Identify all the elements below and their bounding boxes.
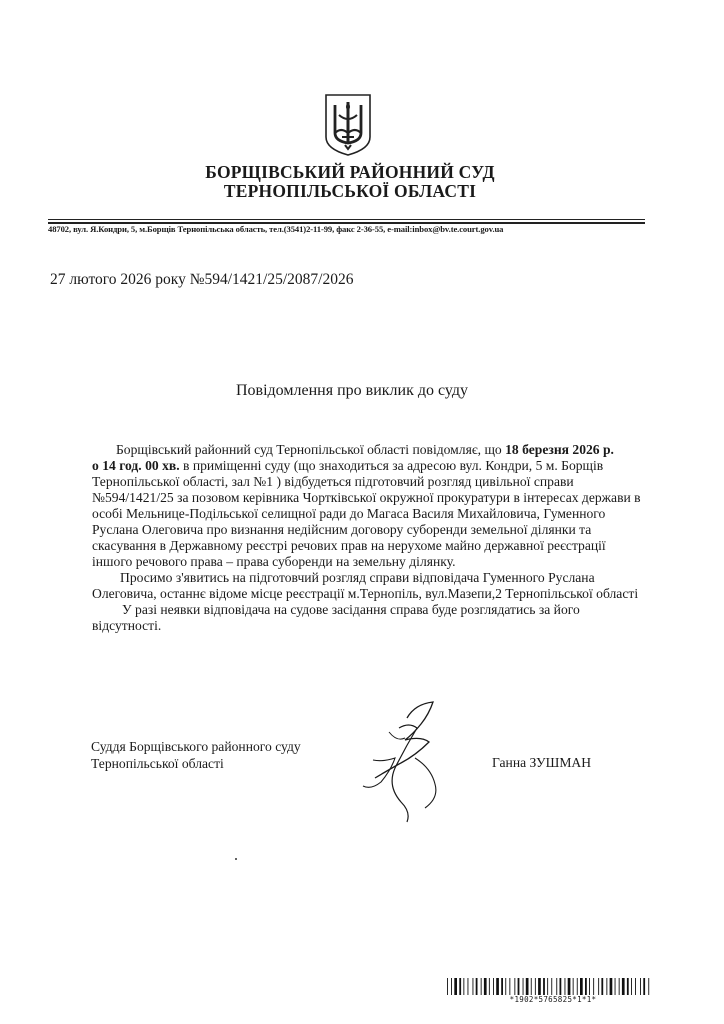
paragraph-line: Тернопільської області, зал №1 ) відбудеться підготовчий розгляд цивільної справи <box>92 474 574 489</box>
barcode-bar <box>635 978 636 995</box>
barcode-bar <box>454 978 457 995</box>
scan-speck <box>235 858 237 860</box>
barcode-icon <box>446 978 652 995</box>
barcode-bar <box>573 978 574 995</box>
barcode-bar <box>601 978 603 995</box>
barcode-bar <box>514 978 515 995</box>
judge-name: Ганна ЗУШМАН <box>492 755 592 770</box>
barcode-bar <box>610 978 613 995</box>
barcode-bar <box>577 978 578 995</box>
paragraph-line: особі Мельнице-Подільської селищної ради до Магаса Василя Михайловича, Гуменного <box>92 506 606 521</box>
barcode-bar <box>476 978 478 995</box>
paragraph-request-appearance <box>92 570 652 602</box>
paragraph-line: іншого речового права – права суборенди на земельну ділянку. <box>92 554 456 569</box>
judge-position-line-2: Тернопільської області <box>91 756 224 771</box>
barcode-bar <box>518 978 520 995</box>
barcode-bar <box>631 978 632 995</box>
barcode-bar <box>606 978 607 995</box>
paragraph-line: відсутності. <box>92 618 162 633</box>
court-name-line-2: ТЕРНОПІЛЬСЬКОЇ ОБЛАСТІ <box>223 181 477 201</box>
barcode-bar <box>505 978 506 995</box>
barcode-bar <box>615 978 616 995</box>
barcode-bar <box>538 978 541 995</box>
paragraph-non-appearance-warning <box>92 602 652 634</box>
barcode-bar <box>648 978 649 995</box>
barcode-number: *1902*5765825*1*1* <box>509 995 597 1004</box>
barcode-bar <box>627 978 629 995</box>
barcode-bar <box>556 978 557 995</box>
barcode-bar <box>473 978 474 995</box>
hearing-date: 18 березня 2026 р. <box>505 442 614 457</box>
judge-position <box>91 738 301 772</box>
barcode-bar <box>447 978 448 995</box>
document-title: Повідомлення про виклик до суду <box>235 382 469 399</box>
barcode-bar <box>622 978 625 995</box>
barcode-bar <box>509 978 510 995</box>
handwritten-signature-icon <box>355 698 450 826</box>
barcode-bar <box>489 978 490 995</box>
barcode-bar <box>496 978 499 995</box>
court-location-text: в приміщенні суду (що знаходиться за адресою вул. Кондри, 5 м. Борщів <box>179 458 604 473</box>
barcode-bar <box>593 978 594 995</box>
barcode-bar <box>643 978 645 995</box>
summons-body <box>92 442 652 634</box>
barcode-bar <box>484 978 487 995</box>
barcode-bar <box>560 978 562 995</box>
barcode-bar <box>459 978 461 995</box>
barcode-bar <box>547 978 548 995</box>
barcode-bar <box>463 978 464 995</box>
barcode-bar <box>501 978 503 995</box>
judge-position-line-1: Суддя Борщівського районного суду <box>91 739 301 754</box>
barcode-bar <box>523 978 524 995</box>
barcode-bar <box>585 978 587 995</box>
court-name-line-1: БОРЩІВСЬКИЙ РАЙОННИЙ СУД <box>205 162 495 182</box>
hearing-time: о 14 год. 00 хв. <box>92 458 180 473</box>
header-divider-thin <box>48 219 645 220</box>
court-address-line: 48702, вул. Я.Кондри, 5, м.Борщів Тернопільська область, тел.(3541)2-11-99, факс 2-36-55, e-mail:inbox@bv.te.court.gov.ua <box>48 224 504 234</box>
barcode-bar <box>481 978 482 995</box>
announcement-intro: Борщівський районний суд Тернопільської області повідомляє, що <box>116 442 506 457</box>
barcode-bar <box>543 978 545 995</box>
barcode-bar <box>531 978 532 995</box>
barcode-bar <box>526 978 529 995</box>
barcode-bar <box>551 978 552 995</box>
barcode-bar <box>565 978 566 995</box>
paragraph-line: Олеговича, останнє відоме місце реєстрації м.Тернопіль, вул.Мазепи,2 Тернопільської області <box>92 586 639 601</box>
trident-coat-of-arms-icon <box>323 93 373 157</box>
barcode-bar <box>493 978 494 995</box>
paragraph-line: скасування в Державному реєстрі речових прав на нерухоме майно державної реєстрації <box>92 538 606 553</box>
paragraph-announcement <box>92 442 652 570</box>
barcode-bar <box>589 978 590 995</box>
date-and-reference-number: 27 лютого 2026 року №594/1421/25/2087/2026 <box>50 271 354 288</box>
barcode-bar <box>640 978 641 995</box>
barcode-bar <box>568 978 571 995</box>
barcode-bar <box>468 978 469 995</box>
barcode-bar <box>598 978 599 995</box>
barcode-bar <box>580 978 583 995</box>
paragraph-line: У разі неявки відповідача на судове засідання справа буде розглядатись за його <box>122 602 580 617</box>
paragraph-line: Руслана Олеговича про визнання недійсним договору суборенди земельної ділянки та <box>92 522 592 537</box>
barcode-bar <box>451 978 452 995</box>
barcode-bar <box>619 978 620 995</box>
barcode-bar <box>535 978 536 995</box>
paragraph-line: №594/1421/25 за позовом керівника Чортківської окружної прокуратури в інтересах держави в <box>92 490 641 505</box>
paragraph-line: Просимо з'явитись на підготовчий розгляд справи відповідача Гуменного Руслана <box>120 570 595 585</box>
